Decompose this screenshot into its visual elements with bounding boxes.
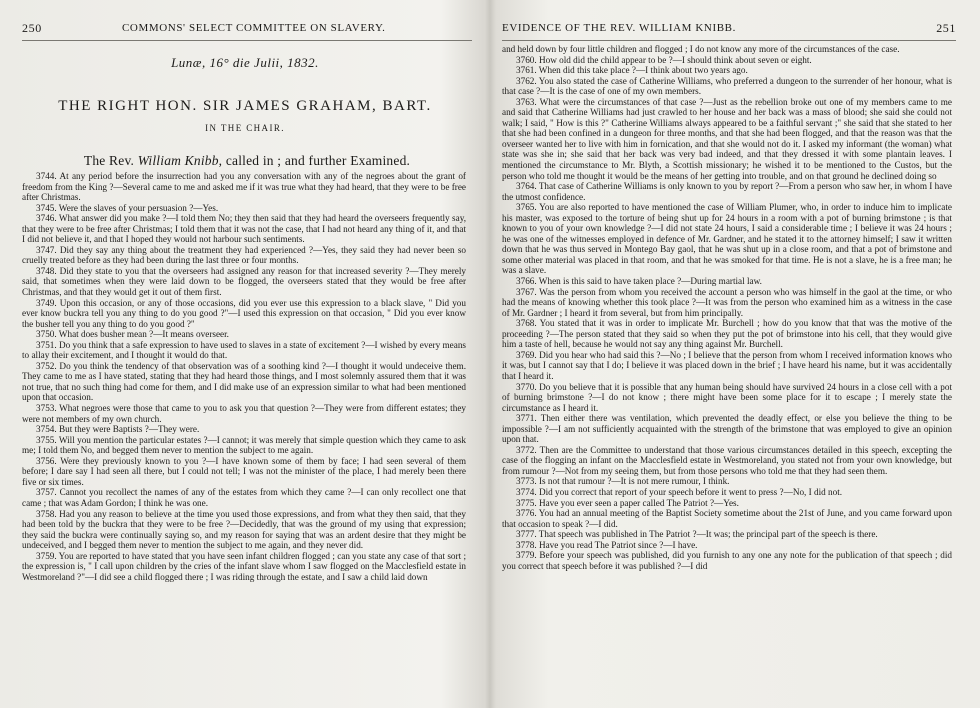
question-3755: 3755. Will you mention the particular estates ?—I cannot; it was merely that simple question which they came to ask me; I told them No, and begged them never to mention the subject to me again. (22, 434, 466, 456)
question-3771: 3771. Then either there was ventilation, which prevented the deadly effect, or else you believe the thing to be impossible ?—I am not sufficiently acquainted with the strength of the brimstone that was employed to give an opinion upon that. (502, 413, 952, 445)
question-3762: 3762. You also stated the case of Catherine Williams, who preferred a dungeon to the surrender of her honour, what is that case ?—It is the case of one of my own members. (502, 75, 952, 97)
chair-name: THE RIGHT HON. SIR JAMES GRAHAM, BART. (58, 98, 432, 114)
witness-heading (22, 153, 472, 169)
continued-answer: and held down by four little children and flogged ; I do not know any more of the circumstances of the case. (502, 44, 900, 54)
question-3766: 3766. When is this said to have taken place ?—During martial law. (516, 276, 762, 287)
question-3776: 3776. You had an annual meeting of the Baptist Society sometime about the 21st of June, and you came forward upon that occasion to speak ?—I did. (502, 508, 952, 529)
question-3765: 3765. You are also reported to have mentioned the case of William Plumer, who, in order to induce him to implicate his master, was exposed to the torture of being shut up for 24 hours in a room with a pot of burning brimstone ; is that known to you of your own knowledge ?—I did not state 24 hours, I said a considerable time ; I believe it was 24 hours ; he was one of the witnesses employed in defence of Mr. Gardner, and he stated it to the attorney himself; I saw it written down that he was thus served in Montego Bay gaol, that he was shut up in a close room, and that a pot of brimstone and some other material was placed in that room, and that he was smoked for that time. He is not a slave, he is a free man; he was a slave. (502, 202, 952, 276)
question-3779: 3779. Before your speech was published, did you furnish to any one any note for the publication of that speech ; did you correct that speech before it was published ?—I did (502, 550, 952, 571)
question-3772: 3772. Then are the Committee to understand that those various circumstances detailed in this speech, excepting the case of the flogging an infant on the Macclesfield estate in Westmoreland, you stated not from your own knowledge, but from rumour ?—Not from my seeing them, but from those persons who told me that they had seen them. (502, 444, 952, 476)
question-3777: 3777. That speech was published in The Patriot ?—It was; the principal part of the speech is there. (516, 529, 878, 540)
question-3744: 3744. At any period before the insurrection had you any conversation with any of the negroes about the grant of freedom from the King ?—Several came to me and asked me if it was true what they had heard, that they were to be free after Christmas. (22, 171, 466, 203)
question-3749: 3749. Upon this occasion, or any of those occasions, did you ever use this expression to a black slave, " Did you ever know buckra tell you any thing to do you good ?"—I used this expression on that occasion, " Did you ever know the busher tell you any thing to do you good ?" (22, 297, 466, 329)
question-3748: 3748. Did they state to you that the overseers had assigned any reason for that increased severity ?—They merely said, that sometimes when they were laid down to be flogged, the overseers stated that they would be free after Christmas, and that they would get it out of them first. (22, 265, 466, 298)
question-3764: 3764. That case of Catherine Williams is only known to you by report ?—From a person who saw her, in whom I have the utmost confidence. (502, 181, 952, 202)
question-3750: 3750. What does busher mean ?—It means overseer. (36, 329, 229, 340)
question-3761: 3761. When did this take place ?—I think about two years ago. (516, 65, 748, 76)
question-3770: 3770. Do you believe that it is possible that any human being should have survived 24 hours in a close cell with a pot of burning brimstone ?—I do not know ; there might have been some place for it to escape ; I merely state the circumstance as I heard it. (502, 381, 952, 413)
right-text-column (502, 44, 952, 571)
question-3774: 3774. Did you correct that report of your speech before it went to press ?—No, I did not. (516, 486, 843, 497)
witness-suffix: , called in ; and further Examined. (218, 153, 411, 168)
question-3756: 3756. Were they previously known to you ?—I have known some of them by face; I had seen several of them before; I dare say I had seen all there, but I could not tell; I was not the minister of the place, I had merely been there five or six times. (22, 455, 466, 487)
question-3757: 3757. Cannot you recollect the names of any of the estates from which they came ?—I can only recollect one that came ; that was Adam Gordon; I think he was one. (22, 487, 466, 508)
left-text-column (22, 171, 466, 582)
question-3754: 3754. But they were Baptists ?—They were. (36, 424, 200, 435)
session-date: Lunæ, 16° die Julii, 1832. (171, 55, 319, 70)
question-3758: 3758. Had you any reason to believe at the time you used those expressions, and from what they then said, that they had been told by the buckra that they were to be free ?—Decidedly, that was the ground of my using that expression; they said the buckra were continually saying so, and my reason for saying that was an ardent desire that they might be undeceived, and I begged them never to mention the subject to me again, and they never did. (22, 508, 466, 551)
witness-prefix: The Rev. (83, 153, 135, 168)
right-running-title: EVIDENCE OF THE REV. WILLIAM KNIBB. (502, 22, 736, 34)
question-3747: 3747. Did they say any thing about the treatment they had experienced ?—Yes, they said they had never been so cruelly treated before as they had been during the last three or four months. (22, 244, 466, 266)
question-3769: 3769. Did you hear who had said this ?—No ; I believe that the person from whom I received information knows who it was, but I cannot say that I do; I believe it was placed down in the brief ; I have heard his name, but it was accidentally that I heard it. (502, 349, 952, 381)
question-3745: 3745. Were the slaves of your persuasion ?—Yes. (36, 202, 219, 213)
question-3760: 3760. How old did the child appear to be ?—I should think about seven or eight. (516, 54, 812, 65)
question-3775: 3775. Have you ever seen a paper called The Patriot ?—Yes. (516, 497, 739, 508)
question-3746: 3746. What answer did you make ?—I told them No; they then said that they had heard the overseers frequently say, that they were to be free after Christmas; I told them that it was not the case, that I had not heard any thing of it, and that I did not believe it, and that I hoped they would not harbour such sentiments. (22, 213, 466, 245)
question-3768: 3768. You stated that it was in order to implicate Mr. Burchell ; how do you know that that was the motive of the proceeding ?—The person stated that they said so when they put the pot of brimstone into his cell, that they would give him a taste of hell, because he would not say any thing against Mr. Burchell. (502, 318, 952, 350)
left-page-number: 250 (22, 21, 42, 35)
question-3753: 3753. What negroes were those that came to you to ask you that question ?—They were from different estates; they were not members of my own church. (22, 403, 466, 424)
left-head-rule (22, 40, 472, 41)
question-3773: 3773. Is not that rumour ?—It is not mere rumour, I think. (516, 476, 730, 487)
question-3763: 3763. What were the circumstances of that case ?—Just as the rebellion broke out one of my members came to me and said that Catherine Williams had just crawled to her house and her back was a mass of blood; she said she could not walk; I said, " How is this ?" Catherine Williams always appeared to be a faithful servant ;" she said that she stated to her that she had been confined in a dungeon for three months, and that she had been flogged, and that the reason was that the overseer wanted her to live with him in fornication, and that she would not do it. I asked my informant (the woman) what state was she in; she said that her back was very bad indeed, and that they dressed it with some plantain leaves. I mentioned the circumstance to Mr. Blyth, a Scottish missionary; he wished it to be mentioned to the Custos, but the person who told me thought it would be the means of her getting into trouble, and on that ground he declined doing so (502, 96, 952, 181)
question-3752: 3752. Do you think the tendency of that observation was of a soothing kind ?—I thought it would undeceive them. They came to me as I have stated, stating that they had heard those things, and I most solemnly assured them that it was not true, that no such thing had come for them, and I did make use of an expression similar to what had been mentioned upon that occasion. (22, 360, 466, 403)
question-3767: 3767. Was the person from whom you received the account a person who was himself in the gaol at the time, or who had the means of knowing whether this took place ?—It was from the person who examined him as a witness in the case of Mr. Gardner ; I heard it from several, but from him principally. (502, 286, 952, 318)
right-head-rule (502, 40, 956, 41)
right-page (490, 0, 980, 708)
question-3778: 3778. Have you read The Patriot since ?—I have. (516, 539, 698, 550)
question-3751: 3751. Do you think that a safe expression to have used to slaves in a state of excitement ?—I wished by every means to allay their excitement, and I thought it would do that. (22, 339, 466, 361)
witness-name: William Knibb (137, 153, 219, 168)
right-page-number: 251 (936, 21, 956, 35)
chair-note: IN THE CHAIR. (205, 123, 285, 133)
question-3759: 3759. You are reported to have stated that you have seen infant children flogged ; can you state any case of that sort ; the expression is, " I call upon children by the cries of the infant slave whom I saw flogged on the Macclesfield estate in Westmoreland ?"—I did see a child flogged there ; I was riding through the estate, and I saw a child laid down (22, 550, 466, 582)
left-running-title: COMMONS' SELECT COMMITTEE ON SLAVERY. (122, 22, 386, 34)
